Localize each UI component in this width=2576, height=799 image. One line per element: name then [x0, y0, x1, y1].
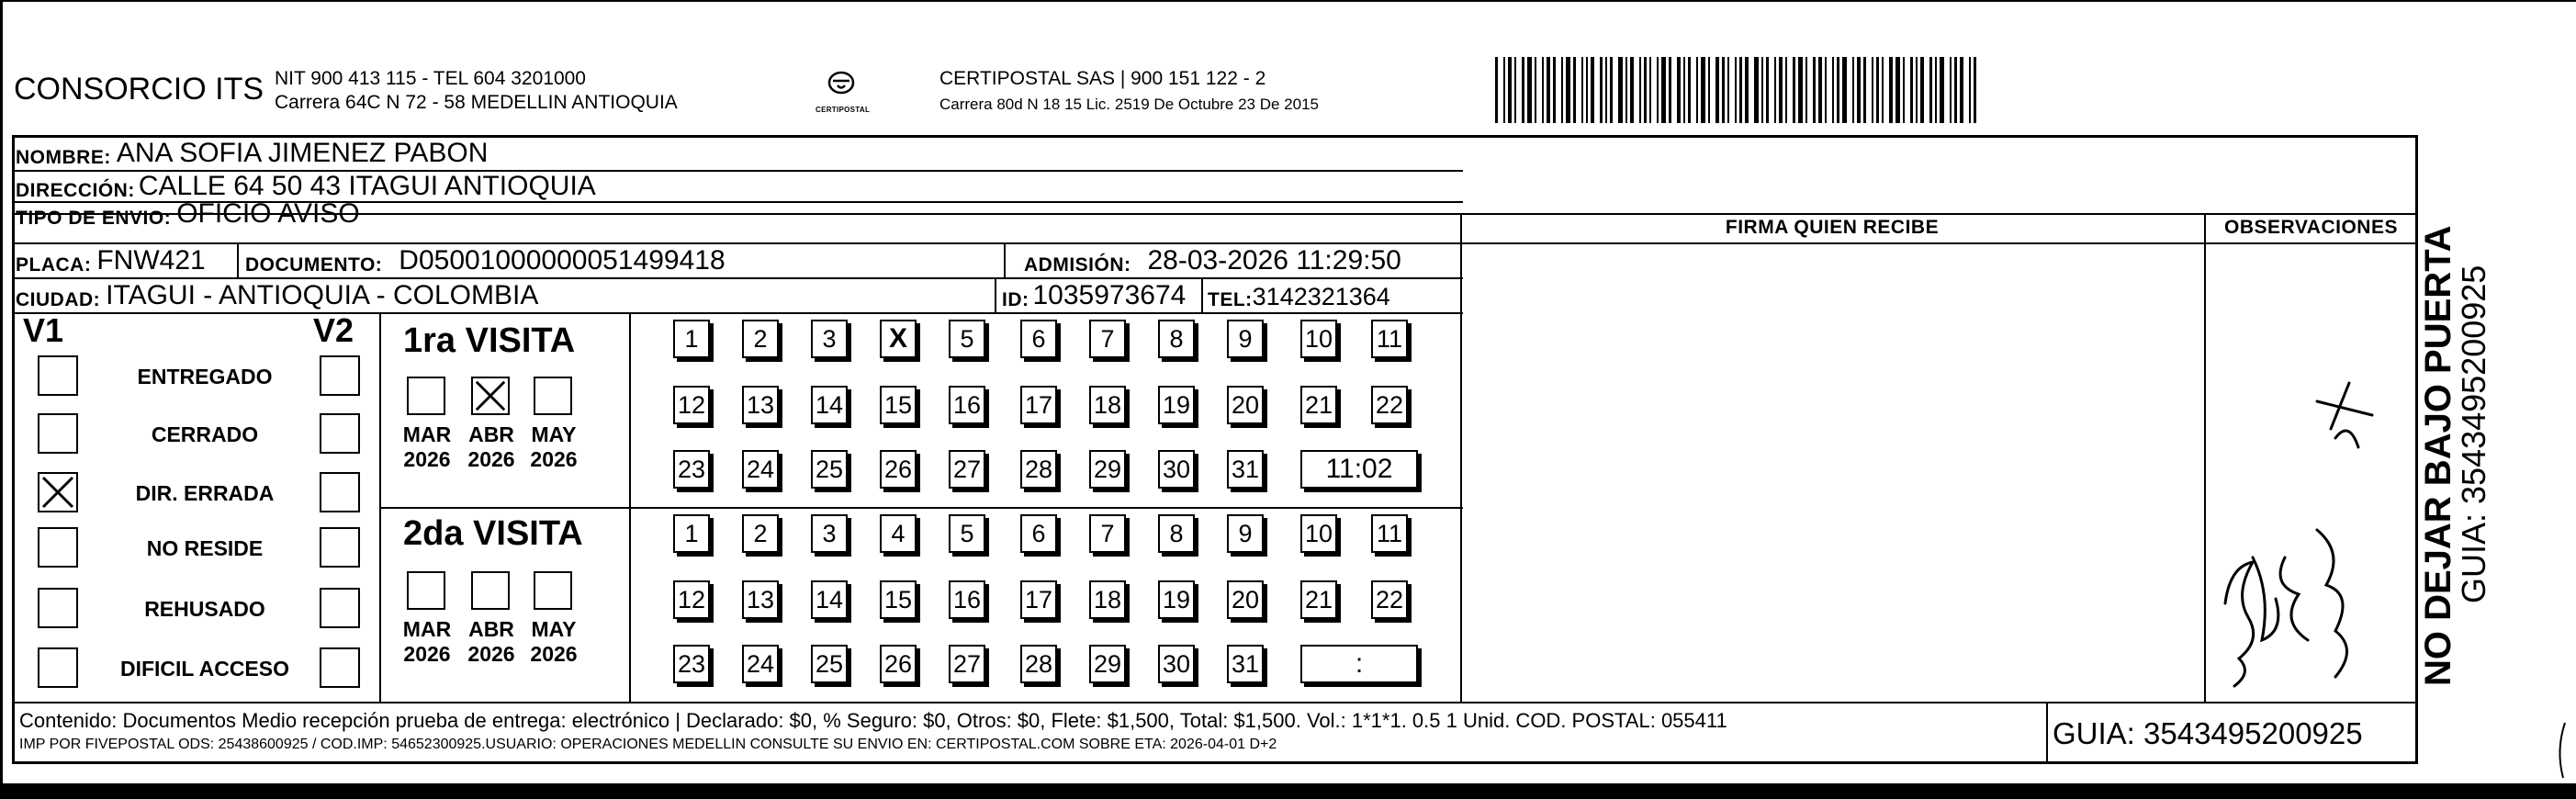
visit1-day-box[interactable]: 16	[949, 386, 985, 424]
barcode-bar	[1527, 57, 1532, 123]
visit2-month-label	[464, 617, 519, 667]
barcode-bar	[1677, 57, 1681, 123]
visit2-day-box[interactable]: 29	[1089, 645, 1126, 683]
document-value: D05001000000051499418	[399, 245, 726, 276]
address-row	[16, 171, 596, 202]
barcode-bar	[1805, 57, 1807, 123]
type-label: TIPO DE ENVIO:	[16, 208, 172, 229]
company-nit: NIT 900 413 115 - TEL 604 3201000	[275, 68, 586, 89]
barcode-bar	[1818, 57, 1822, 123]
visit1-day-box[interactable]: 31	[1227, 450, 1264, 489]
imp-line: IMP POR FIVEPOSTAL ODS: 25438600925 / COD.IMP: 54652300925.USUARIO: OPERACIONES MEDELLIN CONSULTE SU ENVIO EN: CERTIPOSTAL.COM SOBRE ETA: 2026-04-01 D+2	[19, 737, 1277, 752]
v1-checkbox[interactable]	[38, 527, 78, 568]
visit2-day-box[interactable]: 15	[880, 580, 917, 619]
visit2-month-checkbox[interactable]	[407, 571, 445, 610]
visit1-day-box[interactable]: 19	[1158, 386, 1195, 424]
content-line: Contenido: Documentos Medio recepción prueba de entrega: electrónico | Declarado: $0, % Seguro: $0, Otros: $0, Flete: $1,500, Total: $1,500. Vol.: 1*1*1. 0.5 1 Unid. COD. POSTAL: 055411	[19, 709, 1727, 732]
v1-checkbox[interactable]	[38, 413, 78, 454]
visit1-day-box[interactable]: 10	[1300, 320, 1337, 358]
footer-guia: GUIA: 3543495200925	[2053, 716, 2363, 750]
barcode-bar	[1916, 57, 1918, 123]
carrier-line: CERTIPOSTAL SAS | 900 151 122 - 2	[939, 68, 1266, 89]
visit2-title: 2da VISITA	[403, 514, 583, 553]
month-year: 2026	[403, 642, 451, 666]
barcode-bar	[1779, 57, 1783, 123]
month-year: 2026	[530, 447, 578, 471]
plate-label: PLACA:	[16, 254, 92, 276]
barcode-bar	[1722, 57, 1725, 123]
visit1-day-box[interactable]: 17	[1020, 386, 1057, 424]
barcode-bar	[1920, 57, 1924, 123]
visit2-day-box[interactable]: 4	[880, 514, 917, 553]
barcode-bar	[1882, 57, 1884, 123]
tel-label: TEL:	[1208, 289, 1253, 310]
visit1-day-box[interactable]: 22	[1371, 386, 1408, 424]
barcode-bar	[1727, 57, 1729, 123]
visit2-day-box[interactable]: 22	[1371, 580, 1408, 619]
barcode-bar	[1495, 57, 1498, 123]
barcode-bar	[1842, 57, 1847, 123]
id-label: ID:	[1002, 289, 1029, 310]
barcode-bar	[1696, 57, 1698, 123]
barcode-bar	[1872, 57, 1873, 123]
barcode-bar	[1863, 57, 1866, 123]
barcode-bar	[1561, 57, 1563, 123]
visit2-day-box[interactable]: 6	[1020, 514, 1057, 553]
barcode-bar	[1535, 57, 1536, 123]
v2-checkbox[interactable]	[320, 527, 360, 568]
visit2-month-label	[526, 617, 581, 667]
recipient-name: ANA SOFIA JIMENEZ PABON	[116, 138, 489, 168]
visit2-day-box[interactable]: 3	[811, 514, 848, 553]
visit1-month-label	[399, 422, 455, 472]
id-row	[1002, 278, 1186, 311]
barcode-bar	[1618, 57, 1623, 123]
barcode-bar	[1644, 57, 1647, 123]
barcode-bar	[1553, 57, 1556, 123]
recipient-address: CALLE 64 50 43 ITAGUI ANTIOQUIA	[138, 171, 596, 201]
visit2-day-box[interactable]: 9	[1227, 514, 1264, 553]
barcode-bar	[1857, 57, 1861, 123]
visit2-day-box[interactable]: 8	[1158, 514, 1195, 553]
barcode-bar	[1708, 57, 1710, 123]
barcode-bar	[1889, 57, 1893, 123]
status-label: CERRADO	[151, 422, 259, 446]
barcode-bar	[1514, 57, 1516, 123]
city-row	[16, 278, 538, 311]
barcode-bar	[1935, 57, 1937, 123]
name-row	[16, 136, 488, 169]
tel-row	[1208, 278, 1390, 311]
barcode-bar	[1950, 57, 1952, 123]
license-line: Carrera 80d N 18 15 Lic. 2519 De Octubre 23 De 2015	[939, 96, 1319, 113]
barcode-bar	[1837, 57, 1839, 123]
month-year: 2026	[530, 642, 578, 666]
visit1-day-box[interactable]: 13	[742, 386, 779, 424]
tel-value: 3142321364	[1252, 283, 1390, 310]
visit2-day-box[interactable]: 31	[1227, 645, 1264, 683]
visit1-day-box[interactable]: 14	[811, 386, 848, 424]
barcode-bar	[1688, 57, 1691, 123]
barcode-bar	[1960, 57, 1963, 123]
certipostal-logo	[816, 70, 871, 121]
barcode-bar	[1761, 57, 1763, 123]
visit2-day-box[interactable]: 26	[880, 645, 917, 683]
visit1-day-box[interactable]: 21	[1300, 386, 1337, 424]
visit1-day-box[interactable]: 7	[1089, 320, 1126, 358]
month-name: MAY	[531, 617, 577, 641]
visit2-day-box[interactable]: 19	[1158, 580, 1195, 619]
visit1-day-box[interactable]: 3	[811, 320, 848, 358]
barcode-bar	[1573, 57, 1576, 123]
barcode-bar	[1581, 57, 1583, 123]
visit1-day-box[interactable]: 6	[1020, 320, 1057, 358]
visit1-day-box[interactable]: 15	[880, 386, 917, 424]
month-year: 2026	[467, 642, 515, 666]
barcode-bar	[1503, 57, 1505, 123]
signature-column-header: FIRMA QUIEN RECIBE	[1725, 217, 1940, 238]
month-name: MAY	[531, 422, 577, 446]
v1-checkbox[interactable]	[38, 588, 78, 628]
visit1-title: 1ra VISITA	[403, 321, 576, 360]
month-year: 2026	[403, 447, 451, 471]
admission-value: 28-03-2026 11:29:50	[1147, 245, 1401, 276]
visit1-month-checkbox[interactable]	[471, 377, 510, 415]
visit2-time-box[interactable]: :	[1300, 645, 1418, 683]
visit1-day-box[interactable]: 12	[673, 386, 710, 424]
visit2-day-box[interactable]: 20	[1227, 580, 1264, 619]
barcode-bar	[1522, 57, 1524, 123]
bottom-edge-bar	[3, 783, 2576, 799]
city-value: ITAGUI - ANTIOQUIA - COLOMBIA	[106, 280, 539, 310]
barcode	[1495, 57, 2230, 123]
status-label: NO RESIDE	[146, 536, 264, 560]
v2-checkbox[interactable]	[320, 588, 360, 628]
visit1-day-box[interactable]: 20	[1227, 386, 1264, 424]
visit2-day-box[interactable]: 1	[673, 514, 710, 553]
barcode-bar	[1910, 57, 1913, 123]
visit1-day-box[interactable]: 30	[1158, 450, 1195, 489]
company-name: CONSORCIO ITS	[14, 72, 264, 107]
barcode-bar	[1852, 57, 1854, 123]
barcode-bar	[1832, 57, 1834, 123]
barcode-bar	[1774, 57, 1776, 123]
visit1-day-box[interactable]: 8	[1158, 320, 1195, 358]
visit1-day-box[interactable]: 9	[1227, 320, 1264, 358]
visit2-day-box[interactable]: 16	[949, 580, 985, 619]
barcode-bar	[1669, 57, 1671, 123]
barcode-bar	[1754, 57, 1759, 123]
visit2-day-box[interactable]: 23	[673, 645, 710, 683]
admission-label: ADMISIÓN:	[1024, 254, 1131, 276]
side-guia: GUIA: 3543495200925	[2455, 264, 2492, 603]
visit1-day-box[interactable]: 18	[1089, 386, 1126, 424]
barcode-bar	[1876, 57, 1879, 123]
document-row	[245, 243, 726, 276]
visit1-day-box[interactable]: 26	[880, 450, 917, 489]
barcode-bar	[1735, 57, 1737, 123]
city-label: CIUDAD:	[16, 289, 101, 310]
barcode-bar	[1739, 57, 1742, 123]
barcode-bar	[1745, 57, 1749, 123]
visit2-day-box[interactable]: 21	[1300, 580, 1337, 619]
month-name: ABR	[468, 617, 514, 641]
visit2-day-box[interactable]: 11	[1371, 514, 1408, 553]
month-name: MAR	[402, 617, 452, 641]
v1-checkbox[interactable]	[38, 472, 78, 512]
barcode-bar	[1649, 57, 1651, 123]
barcode-bar	[1625, 57, 1627, 123]
v1-checkbox[interactable]	[38, 355, 78, 396]
visit1-day-box[interactable]: 5	[949, 320, 985, 358]
visit2-month-checkbox[interactable]	[471, 571, 510, 610]
visit2-day-box[interactable]: 30	[1158, 645, 1195, 683]
barcode-bar	[1903, 57, 1905, 123]
barcode-bar	[1542, 57, 1544, 123]
visit1-day-box[interactable]: 1	[673, 320, 710, 358]
side-warning: NO DEJAR BAJO PUERTA	[2418, 225, 2458, 686]
document-label: DOCUMENTO:	[245, 254, 383, 276]
visit2-day-box[interactable]: 25	[811, 645, 848, 683]
visit1-day-box[interactable]: 29	[1089, 450, 1126, 489]
plate-value: FNW421	[96, 245, 206, 276]
handwritten-signature	[2198, 365, 2381, 695]
barcode-bar	[1825, 57, 1827, 123]
visit1-day-box[interactable]: 23	[673, 450, 710, 489]
barcode-bar	[1508, 57, 1512, 123]
barcode-bar	[1610, 57, 1613, 123]
barcode-bar	[1661, 57, 1666, 123]
type-row	[16, 198, 360, 230]
barcode-bar	[1586, 57, 1588, 123]
barcode-bar	[1715, 57, 1719, 123]
visit2-month-label	[399, 617, 455, 667]
visit1-month-label	[464, 422, 519, 472]
barcode-bar	[1940, 57, 1944, 123]
visit2-day-box[interactable]: 13	[742, 580, 779, 619]
name-label: NOMBRE:	[16, 147, 111, 168]
v2-header: V2	[313, 311, 354, 349]
visit2-day-box[interactable]: 24	[742, 645, 779, 683]
barcode-bar	[1547, 57, 1550, 123]
v2-checkbox[interactable]	[320, 355, 360, 396]
id-value: 1035973674	[1032, 280, 1187, 310]
status-label: DIFICIL ACCESO	[119, 657, 289, 681]
visit1-day-box[interactable]: 2	[742, 320, 779, 358]
month-name: MAR	[402, 422, 452, 446]
barcode-bar	[1683, 57, 1685, 123]
visit1-time-box[interactable]: 11:02	[1300, 450, 1418, 489]
address-label: DIRECCIÓN:	[16, 180, 135, 201]
logo-text: CERTIPOSTAL	[816, 106, 871, 114]
company-address: Carrera 64C N 72 - 58 MEDELLIN ANTIOQUIA	[275, 92, 678, 113]
month-year: 2026	[467, 447, 515, 471]
barcode-bar	[1954, 57, 1957, 123]
visit2-day-box[interactable]: 7	[1089, 514, 1126, 553]
status-label: REHUSADO	[144, 597, 265, 621]
barcode-bar	[1793, 57, 1795, 123]
barcode-bar	[1785, 57, 1787, 123]
visit1-month-checkbox[interactable]	[534, 377, 572, 415]
v1-header: V1	[23, 311, 64, 349]
barcode-bar	[1929, 57, 1932, 123]
visit2-month-checkbox[interactable]	[534, 571, 572, 610]
barcode-bar	[1639, 57, 1641, 123]
v2-checkbox[interactable]	[320, 647, 360, 688]
edge-mark	[2547, 718, 2574, 782]
visit2-day-box[interactable]: 27	[949, 645, 985, 683]
barcode-bar	[1566, 57, 1570, 123]
visit1-day-box[interactable]: X	[880, 320, 917, 358]
v2-checkbox[interactable]	[320, 472, 360, 512]
v2-checkbox[interactable]	[320, 413, 360, 454]
barcode-bar	[1798, 57, 1803, 123]
visit2-day-box[interactable]: 28	[1020, 645, 1057, 683]
visit1-day-box[interactable]: 11	[1371, 320, 1408, 358]
barcode-bar	[1813, 57, 1816, 123]
visit1-day-box[interactable]: 25	[811, 450, 848, 489]
barcode-bar	[1701, 57, 1705, 123]
visit1-month-checkbox[interactable]	[407, 377, 445, 415]
visit1-month-label	[526, 422, 581, 472]
visit1-day-box[interactable]: 28	[1020, 450, 1057, 489]
shipment-type: OFICIO AVISO	[176, 198, 360, 229]
barcode-bar	[1974, 57, 1976, 123]
admission-row	[1024, 243, 1401, 276]
plate-row	[16, 243, 206, 276]
visit2-day-box[interactable]: 17	[1020, 580, 1057, 619]
barcode-bar	[1630, 57, 1634, 123]
month-name: ABR	[468, 422, 514, 446]
barcode-bar	[1600, 57, 1603, 123]
observations-column-header: OBSERVACIONES	[2224, 217, 2398, 238]
status-label: DIR. ERRADA	[135, 481, 275, 505]
visit2-day-box[interactable]: 5	[949, 514, 985, 553]
barcode-bar	[1766, 57, 1769, 123]
visit1-day-box[interactable]: 27	[949, 450, 985, 489]
visit2-day-box[interactable]: 18	[1089, 580, 1126, 619]
barcode-bar	[1657, 57, 1659, 123]
v1-checkbox[interactable]	[38, 647, 78, 688]
visit2-day-box[interactable]: 10	[1300, 514, 1337, 553]
visit2-day-box[interactable]: 2	[742, 514, 779, 553]
barcode-bar	[1605, 57, 1607, 123]
barcode-bar	[1969, 57, 1971, 123]
visit2-day-box[interactable]: 12	[673, 580, 710, 619]
visit1-day-box[interactable]: 24	[742, 450, 779, 489]
visit2-day-box[interactable]: 14	[811, 580, 848, 619]
barcode-bar	[1895, 57, 1900, 123]
status-label: ENTREGADO	[137, 365, 273, 388]
barcode-bar	[1591, 57, 1594, 123]
